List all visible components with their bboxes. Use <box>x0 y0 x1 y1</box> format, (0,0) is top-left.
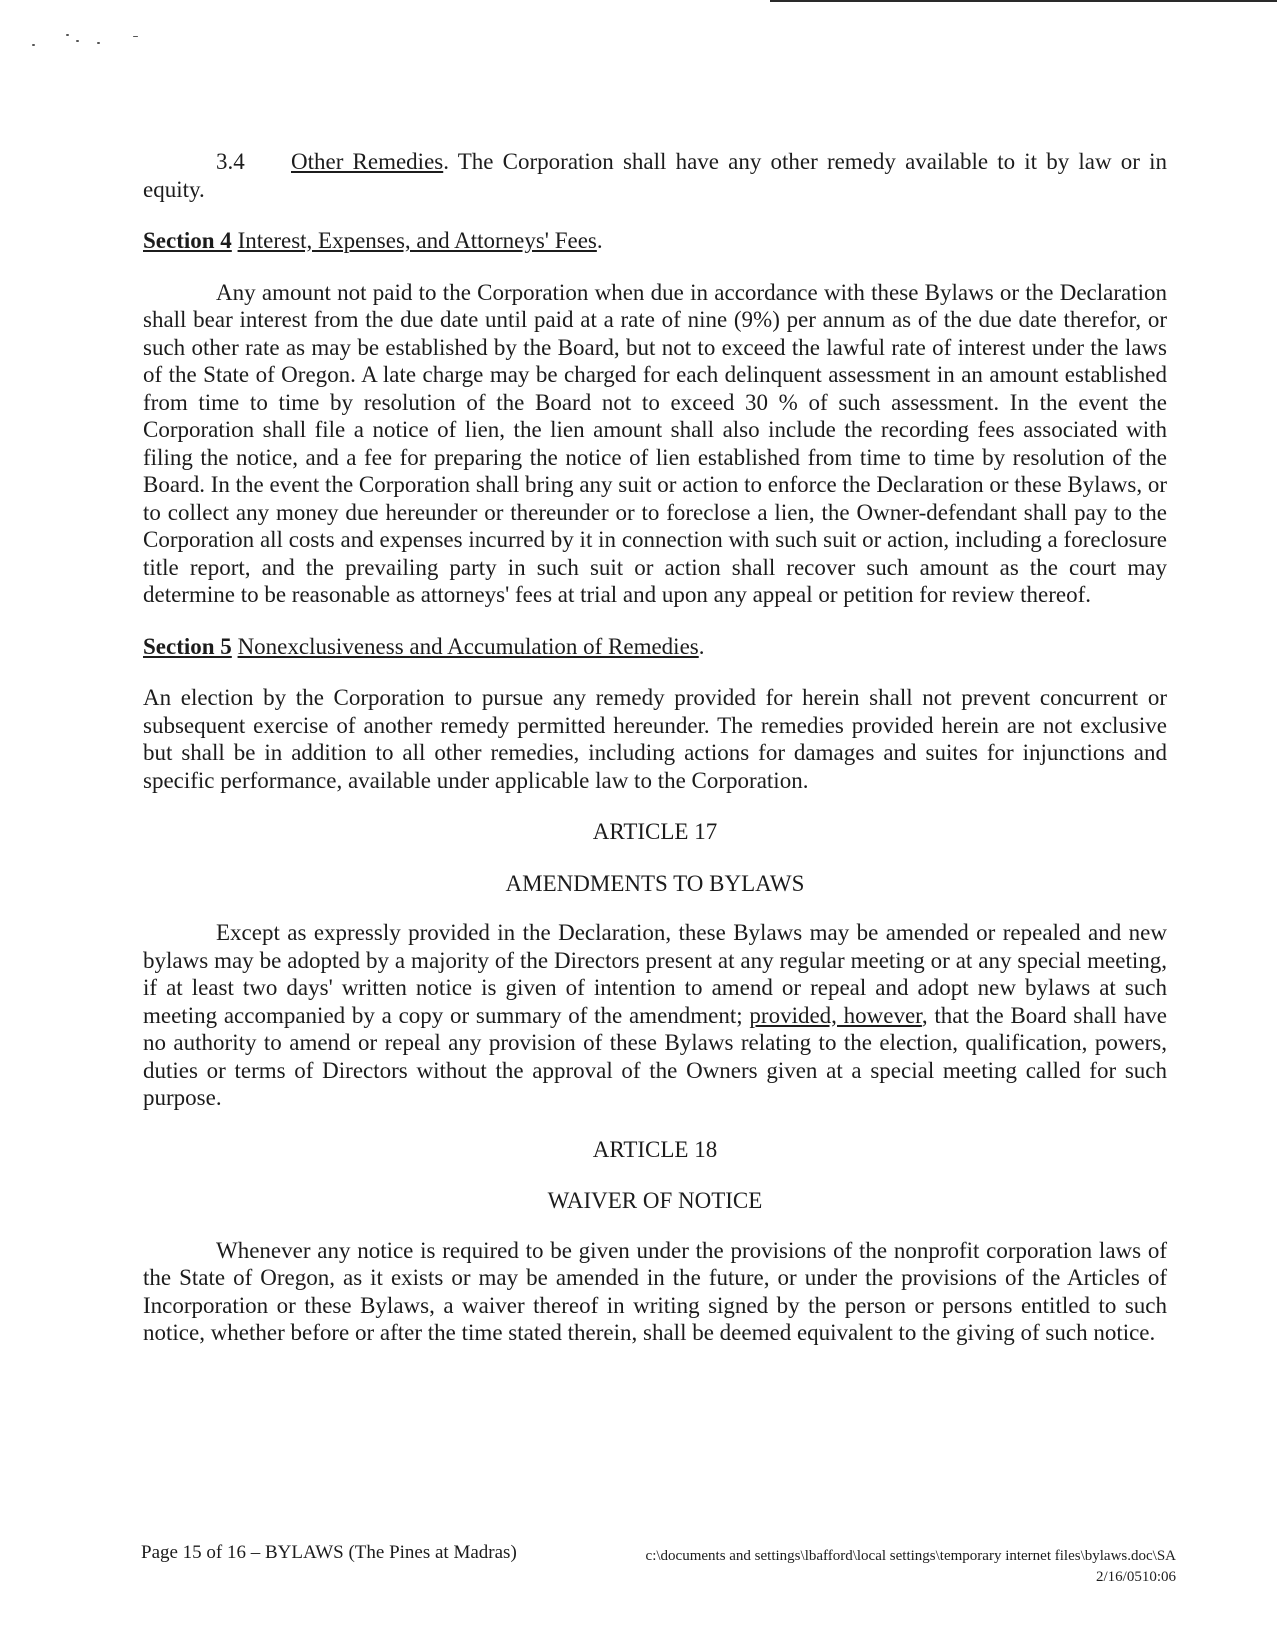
section-title: Interest, Expenses, and Attorneys' Fees <box>237 228 597 253</box>
scan-edge-line <box>770 0 1277 2</box>
scan-speck <box>133 36 138 37</box>
section-number: 3.4 <box>216 149 245 174</box>
footer-date-stamp: 2/16/0510:06 <box>1095 1569 1176 1585</box>
scan-speck <box>76 40 79 42</box>
section-4-heading <box>143 227 1167 255</box>
section-title: Nonexclusiveness and Accumulation of Remedies <box>237 633 699 659</box>
section-3-4 <box>143 148 1167 203</box>
footer-page-label: Page 15 of 16 – BYLAWS (The Pines at Madras) <box>141 1542 517 1563</box>
title-period: . <box>698 633 705 659</box>
section-label: Section 4 <box>143 228 232 253</box>
section-4-body: Any amount not paid to the Corporation when due in accordance with these Bylaws or the Declaration shall bear interest from the due date until paid at a rate of nine (9%) per annum as of the due date therefor, or such other rate as may be established by the Board, but not to exceed the lawful rate of interest under the laws of the State of Oregon. A late charge may be charged for each delinquent assessment in an amount established from time to time by resolution of the Board not to exceed 30 % of such assessment. In the event the Corporation shall file a notice of lien, the lien amount shall also include the recording fees associated with filing the notice, and a fee for preparing the notice of lien established from time to time by resolution of the Board. In the event the Corporation shall bring any suit or action to enforce the Declaration or these Bylaws, or to collect any money due hereunder or thereunder or to foreclose a lien, the Owner-defendant shall pay to the Corporation all costs and expenses incurred by it in connection with such suit or action, including a foreclosure title report, and the prevailing party in such suit or action shall recover such amount as the court may determine to be reasonable as attorneys' fees at trial and upon any appeal or petition for review thereof. <box>143 279 1167 607</box>
document-page <box>143 148 1167 1347</box>
scan-speck <box>32 44 35 46</box>
article-18-body: Whenever any notice is required to be given under the provisions of the nonprofit corporation laws of the State of Oregon, as it exists or may be amended in the future, or under the provisions of the Articles of Incorporation or these Bylaws, a waiver thereof in writing signed by the person or persons entitled to such notice, whether before or after the time stated therein, shall be deemed equivalent to the giving of such notice. <box>143 1237 1167 1345</box>
footer-file-path: c:\documents and settings\lbafford\local settings\temporary internet files\bylaws.doc\SA <box>645 1548 1176 1564</box>
footer-file-info <box>596 1546 1176 1588</box>
body-text: Except as expressly provided in the Declaration, these Bylaws may be amended or repealed and new bylaws may be adopted by a majority of the Directors present at any regular meeting or at any special meeting, if at least two days' written notice is given of intention to amend or repeal and adopt new bylaws at such meeting accompanied by a copy or summary of the amendment; <box>143 920 1167 1028</box>
article-17-title: AMENDMENTS TO BYLAWS <box>505 870 805 896</box>
scan-speck <box>66 34 69 36</box>
scan-speck <box>97 42 100 44</box>
section-text: . The Corporation shall have any other remedy available to it by law or in equity. <box>143 149 1167 202</box>
section-label: Section 5 <box>143 633 232 659</box>
section-title: Other Remedies <box>291 149 444 174</box>
body-underlined-text: provided, however <box>749 1002 922 1028</box>
article-18-title: WAIVER OF NOTICE <box>547 1188 763 1213</box>
article-17-heading: ARTICLE 17 <box>592 819 718 844</box>
body-text: , that the Board shall have no authority to amend or repeal any provision of these Bylaws relating to the election, qualification, powers, duties or terms of Directors without the approval of the Owners given at a special meeting called for such purpose. <box>143 1002 1168 1110</box>
article-18-heading: ARTICLE 18 <box>592 1136 718 1162</box>
title-period: . <box>596 228 603 253</box>
section-5-heading <box>143 633 1167 661</box>
article-17-body <box>143 919 1167 1112</box>
section-5-body: An election by the Corporation to pursue any remedy provided for herein shall not prevent concurrent or subsequent exercise of another remedy permitted hereunder. The remedies provided herein are not exclusive but shall be in addition to all other remedies, including actions for damages and suites for injunctions and specific performance, available under applicable law to the Corporation. <box>143 685 1167 793</box>
